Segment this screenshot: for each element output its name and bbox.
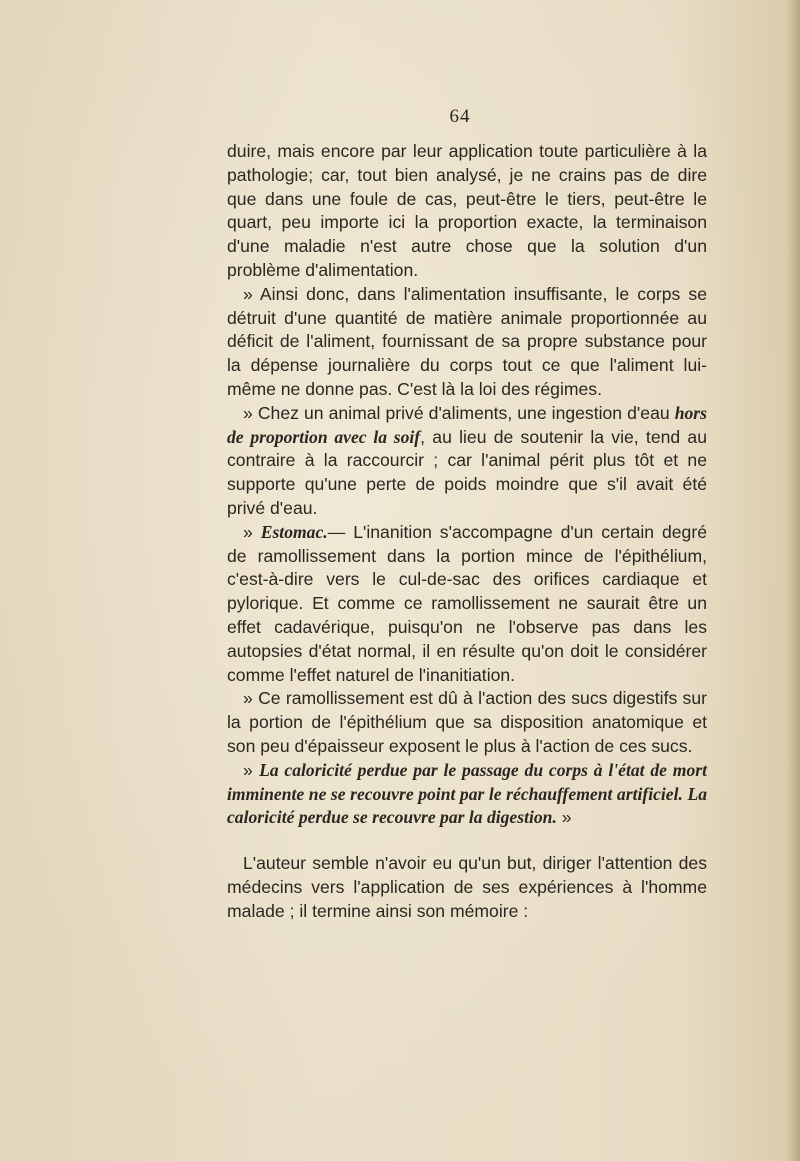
italic-phrase: hors de proportion avec la soif: [227, 402, 707, 447]
paragraph-caloricite: [227, 759, 707, 830]
paragraph-text-after: — L'inanition s'accompagne d'un certain degré de ramollissement dans la portion mince de l'épithélium, c'est-à-dire vers le cul-de-sac des orifices cardiaque et pylorique. Et comme ce ramollissement ne saurait être un effet cadavérique, puisqu'on ne l'observe pas dans les autopsies d'état normal, il en résulte qu'on doit le considérer comme l'effet naturel de l'inanitiation.: [227, 521, 707, 685]
paragraph-continuation: duire, mais encore par leur application toute particulière à la pathologie; car, tout bien analysé, je ne crains pas de dire que dans une foule de cas, peut-être le tiers, peut-être le quart, peu importe ici la proportion exacte, la terminaison d'une maladie n'est autre chose que la solution d'un problème d'alimentation.: [227, 141, 707, 280]
paragraph-estomac: [227, 521, 707, 688]
paragraph-text-after: »: [556, 807, 572, 828]
paragraph-ingestion-eau: [227, 402, 707, 521]
paragraph-text-after: , au lieu de soutenir la vie, tend au contraire à la raccourcir ; car l'animal périt plus tôt et ne supporte qu'une perte de poids moindre que s'il avait été privé d'eau.: [227, 426, 707, 518]
section-heading-estomac: Estomac.: [260, 521, 328, 542]
paragraph-alimentation: » Ainsi donc, dans l'alimentation insuffisante, le corps se détruit d'une quantité de matière animale proportionnée au déficit de l'aliment, fournissant de sa propre substance pour la dépense journalière du corps tout ce que l'aliment lui-même ne donne pas. C'est là la loi des régimes.: [227, 283, 707, 399]
body-text: [227, 140, 707, 924]
paragraph-text-before: »: [243, 759, 260, 780]
page-number: 64: [449, 106, 471, 127]
italic-conclusion: La caloricité perdue par le passage du corps à l'état de mort imminente ne se recouvre point par le réchauffement artificiel. La caloricité perdue se recouvre par la digestion.: [227, 759, 707, 828]
paragraph-text-before: » Chez un animal privé d'aliments, une ingestion d'eau: [243, 402, 675, 423]
paragraph-auteur: L'auteur semble n'avoir eu qu'un but, diriger l'attention des médecins vers l'application de ses expériences à l'homme malade ; il termine ainsi son mémoire :: [227, 853, 707, 921]
paragraph-ramollissement: » Ce ramollissement est dû à l'action des sucs digestifs sur la portion de l'épithélium que sa disposition anatomique et son peu d'épaisseur exposent le plus à l'action de ces sucs.: [227, 688, 707, 756]
paragraph-text-before: »: [243, 521, 261, 542]
